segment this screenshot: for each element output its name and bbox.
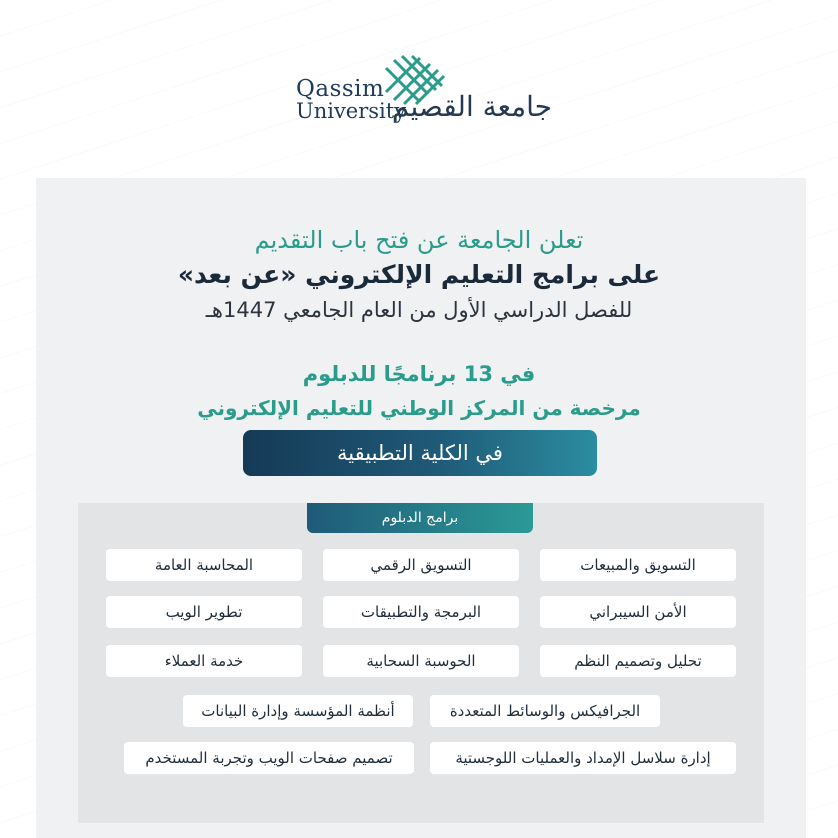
program-item: تحليل وتصميم النظم	[540, 645, 736, 677]
program-item: الأمن السيبراني	[540, 596, 736, 628]
headline-line3: للفصل الدراسي الأول من العام الجامعي 1447هـ	[205, 298, 633, 322]
program-item: الجرافيكس والوسائط المتعددة	[430, 695, 660, 727]
program-item: إدارة سلاسل الإمداد والعمليات اللوجستية	[430, 742, 736, 774]
program-item: المحاسبة العامة	[106, 549, 302, 581]
university-logo	[288, 52, 558, 134]
program-item: التسويق والمبيعات	[540, 549, 736, 581]
program-item: أنظمة المؤسسة وإدارة البيانات	[183, 695, 413, 727]
college-banner: في الكلية التطبيقية	[243, 430, 597, 476]
logo-arabic-text: جامعة القصيم	[391, 90, 552, 123]
logo-english-line1: Qassim	[296, 76, 385, 102]
headline-line2: على برامج التعليم الإلكتروني «عن بعد»	[177, 260, 661, 289]
program-item: البرمجة والتطبيقات	[323, 596, 519, 628]
headline-line1: تعلن الجامعة عن فتح باب التقديم	[254, 226, 584, 254]
headline-line5: مرخصة من المركز الوطني للتعليم الإلكتروني	[197, 396, 641, 420]
program-item: خدمة العملاء	[106, 645, 302, 677]
program-item: الحوسبة السحابية	[323, 645, 519, 677]
program-item: تطوير الويب	[106, 596, 302, 628]
programs-title: برامج الدبلوم	[307, 503, 533, 533]
logo-english-line2: University	[296, 99, 407, 123]
program-item: تصميم صفحات الويب وتجربة المستخدم	[124, 742, 414, 774]
program-item: التسويق الرقمي	[323, 549, 519, 581]
headline-line4: في 13 برنامجًا للدبلوم	[302, 362, 536, 386]
